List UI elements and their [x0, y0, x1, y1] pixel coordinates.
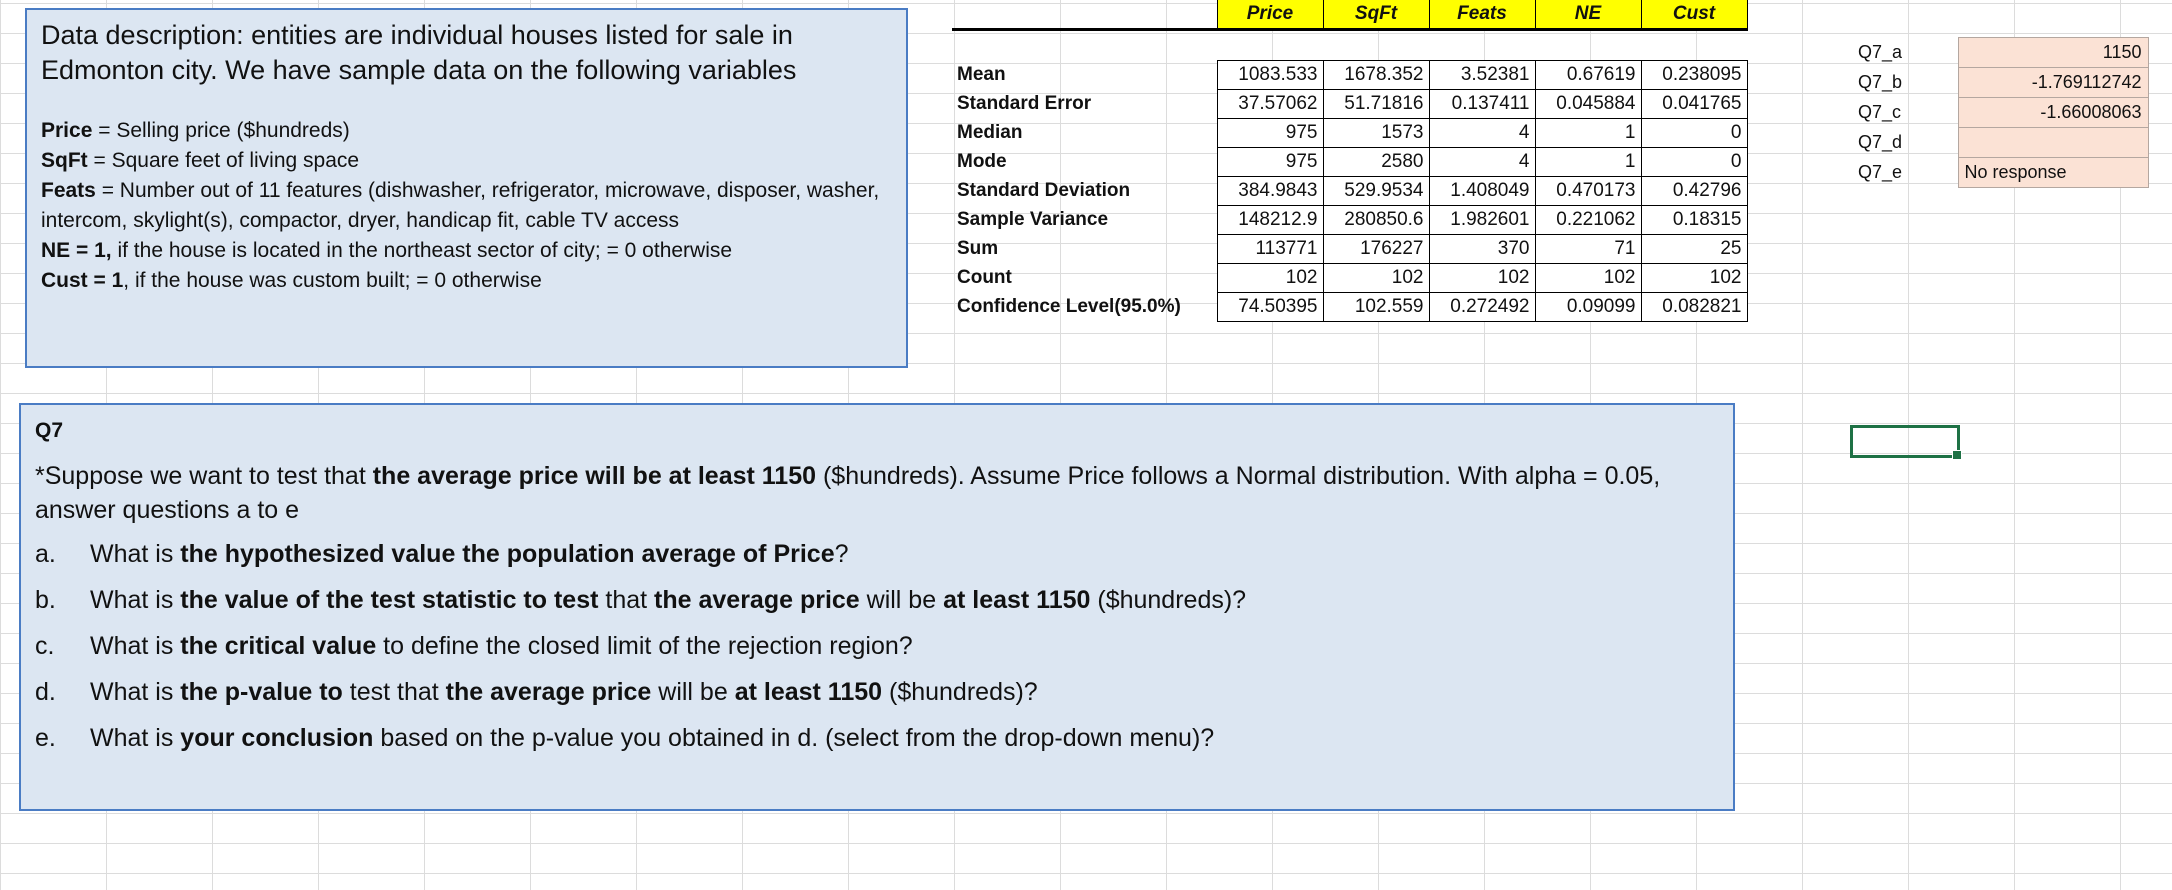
stats-row: [952, 89, 1747, 118]
stats-value-cell[interactable]: 1.982601: [1429, 205, 1535, 234]
variable-name: NE = 1,: [41, 239, 112, 262]
answer-value-cell[interactable]: No response: [1958, 158, 2148, 188]
answer-row: [1850, 38, 2148, 68]
header-feats[interactable]: Feats: [1429, 0, 1535, 29]
stats-value-cell[interactable]: 2580: [1323, 147, 1429, 176]
stats-value-cell[interactable]: 0.041765: [1641, 89, 1747, 118]
stats-row-label[interactable]: Mean: [957, 63, 1006, 85]
variable-name: Price: [41, 119, 93, 142]
answer-key[interactable]: Q7_b: [1858, 72, 1903, 92]
stats-value-cell[interactable]: 0.272492: [1429, 292, 1535, 321]
stats-value-cell[interactable]: 280850.6: [1323, 205, 1429, 234]
stats-value-cell[interactable]: 102.559: [1323, 292, 1429, 321]
answer-value-cell[interactable]: 1150: [1958, 38, 2148, 68]
variable-separator: =: [95, 179, 120, 202]
stats-value-cell[interactable]: 0: [1641, 147, 1747, 176]
data-description-textbox[interactable]: [25, 8, 908, 368]
question-textbox[interactable]: [19, 403, 1735, 811]
stats-value-cell[interactable]: 176227: [1323, 234, 1429, 263]
stats-row-label[interactable]: Sample Variance: [957, 208, 1109, 230]
stats-value-cell[interactable]: 102: [1429, 263, 1535, 292]
question-item: [35, 721, 1719, 755]
stats-value-cell[interactable]: 0: [1641, 118, 1747, 147]
answer-row: [1850, 68, 2148, 98]
stats-value-cell[interactable]: 0.42796: [1641, 176, 1747, 205]
text-span: ($hundreds)?: [1090, 586, 1247, 614]
header-ne[interactable]: NE: [1535, 0, 1641, 29]
stats-value-cell[interactable]: 148212.9: [1217, 205, 1323, 234]
variable-definition: [41, 266, 892, 296]
stats-value-cell[interactable]: 0.045884: [1535, 89, 1641, 118]
variable-text: Selling price ($hundreds): [116, 119, 350, 142]
question-item: [35, 537, 1719, 571]
variable-definition: [41, 116, 892, 146]
question-item-letter: a.: [35, 540, 56, 568]
bold-text: at least 1150: [943, 586, 1091, 614]
variable-definition: [41, 236, 892, 266]
stats-value-cell[interactable]: 0.137411: [1429, 89, 1535, 118]
empty-cell[interactable]: [1217, 29, 1323, 60]
text-span: ?: [834, 540, 849, 568]
stats-row-label[interactable]: Count: [957, 266, 1012, 288]
answer-row: [1850, 158, 2148, 188]
text-span: What is: [90, 678, 181, 706]
header-corner-cell[interactable]: [952, 0, 1217, 29]
stats-row-label[interactable]: Confidence Level(95.0%): [957, 295, 1181, 317]
stats-value-cell[interactable]: 102: [1323, 263, 1429, 292]
stats-value-cell[interactable]: 0.67619: [1535, 60, 1641, 89]
text-span: based on the p-value you obtained in d. (select from the drop-down menu)?: [373, 724, 1215, 752]
answer-key[interactable]: Q7_c: [1858, 102, 1902, 122]
question-prompt: [35, 459, 1719, 527]
question-item-text: [90, 537, 849, 571]
stats-value-cell[interactable]: 113771: [1217, 234, 1323, 263]
stats-value-cell[interactable]: 975: [1217, 147, 1323, 176]
answer-row: [1850, 128, 2148, 158]
spacer-row: [952, 29, 1747, 60]
stats-row: [952, 263, 1747, 292]
variable-name: Cust = 1: [41, 269, 124, 292]
stats-value-cell[interactable]: 0.238095: [1641, 60, 1747, 89]
variable-text: if the house is located in the northeast sector of city; = 0 otherwise: [117, 239, 733, 262]
question-item: [35, 629, 1719, 663]
bold-text: the average price: [445, 678, 652, 706]
text-span: ($hundreds). Assume Price follows a Normal distribution. With alpha = 0.05, answer questions a to e: [35, 462, 1661, 524]
variable-definition: [41, 176, 892, 236]
stats-value-cell[interactable]: 51.71816: [1323, 89, 1429, 118]
variable-separator: =: [92, 119, 117, 142]
variable-separator: ,: [123, 269, 135, 292]
variable-separator: =: [87, 149, 112, 172]
variable-name: SqFt: [41, 149, 88, 172]
text-span: ($hundreds)?: [882, 678, 1038, 706]
bold-text: the average price: [654, 586, 860, 614]
stats-row: [952, 147, 1747, 176]
stats-value-cell[interactable]: 102: [1535, 263, 1641, 292]
stats-row: [952, 60, 1747, 89]
header-cust[interactable]: Cust: [1641, 0, 1747, 29]
question-title: Q7: [35, 419, 64, 442]
empty-cell[interactable]: [1323, 29, 1429, 60]
variable-text: Number out of 11 features (dishwasher, refrigerator, microwave, disposer, washer, intercom, skylight(s), compactor, dryer, handicap fit, cable TV access: [41, 179, 880, 232]
question-item-text: [90, 629, 913, 663]
answer-value-cell[interactable]: -1.769112742: [1958, 68, 2148, 98]
stats-row-label[interactable]: Standard Deviation: [957, 179, 1131, 201]
stats-value-cell[interactable]: 975: [1217, 118, 1323, 147]
variable-text: if the house was custom built; = 0 otherwise: [134, 269, 542, 292]
stats-value-cell[interactable]: 3.52381: [1429, 60, 1535, 89]
variable-text: Square feet of living space: [111, 149, 360, 172]
question-item: [35, 675, 1719, 709]
stats-row: [952, 292, 1747, 321]
stats-value-cell[interactable]: 25: [1641, 234, 1747, 263]
empty-cell[interactable]: [1535, 29, 1641, 60]
stats-row-label[interactable]: Sum: [957, 237, 999, 259]
stats-value-cell[interactable]: 0.18315: [1641, 205, 1747, 234]
stats-value-cell[interactable]: 1: [1535, 118, 1641, 147]
text-span: will be: [651, 678, 735, 706]
stats-value-cell[interactable]: 1: [1535, 147, 1641, 176]
stats-row-label[interactable]: Median: [957, 121, 1023, 143]
stats-value-cell[interactable]: 102: [1641, 263, 1747, 292]
header-sqft[interactable]: SqFt: [1323, 0, 1429, 29]
stats-value-cell[interactable]: 37.57062: [1217, 89, 1323, 118]
fill-handle[interactable]: [1952, 450, 1962, 460]
stats-row: [952, 205, 1747, 234]
question-item-letter: d.: [35, 678, 56, 706]
question-item-letter: c.: [35, 632, 55, 660]
bold-text: the average price will be at least 1150: [372, 462, 817, 490]
stats-row: [952, 118, 1747, 147]
stats-value-cell[interactable]: 0.470173: [1535, 176, 1641, 205]
stats-value-cell[interactable]: 4: [1429, 118, 1535, 147]
answer-value-cell[interactable]: [1958, 128, 2148, 158]
stats-value-cell[interactable]: 1083.533: [1217, 60, 1323, 89]
bold-text: the hypothesized value the population average of Price: [180, 540, 835, 568]
stats-value-cell[interactable]: 1678.352: [1323, 60, 1429, 89]
answer-row: [1850, 98, 2148, 128]
stats-value-cell[interactable]: 370: [1429, 234, 1535, 263]
answer-key[interactable]: Q7_a: [1858, 42, 1903, 62]
text-span: What is: [90, 540, 181, 568]
question-item-text: [90, 583, 1246, 617]
empty-cell[interactable]: [952, 29, 1217, 60]
answer-key[interactable]: Q7_d: [1858, 132, 1903, 152]
description-intro: Data description: entities are individual houses listed for sale in Edmonton city. We have sample data on the following variables: [41, 20, 797, 85]
selected-cell-cursor[interactable]: [1850, 425, 1960, 458]
empty-cell[interactable]: [1641, 29, 1747, 60]
question-item-letter: e.: [35, 724, 56, 752]
question-items: [35, 537, 1719, 755]
variable-list: [41, 116, 892, 296]
variable-name: Feats: [41, 179, 96, 202]
stats-value-cell[interactable]: 0.09099: [1535, 292, 1641, 321]
text-span: to define the closed limit of the rejection region?: [376, 632, 913, 660]
stats-value-cell[interactable]: 0.221062: [1535, 205, 1641, 234]
stats-header-row: [952, 0, 1747, 29]
variable-definition: [41, 146, 892, 176]
header-price[interactable]: Price: [1217, 0, 1323, 29]
text-span: test that: [342, 678, 446, 706]
question-item-letter: b.: [35, 586, 56, 614]
stats-value-cell[interactable]: 102: [1217, 263, 1323, 292]
stats-value-cell[interactable]: 71: [1535, 234, 1641, 263]
stats-row-label[interactable]: Mode: [957, 150, 1007, 172]
text-span: that: [598, 586, 655, 614]
text-span: What is: [90, 586, 181, 614]
stats-row-label[interactable]: Standard Error: [957, 92, 1092, 114]
stats-value-cell[interactable]: 74.50395: [1217, 292, 1323, 321]
bold-text: the p-value to: [180, 678, 343, 706]
question-item-text: [90, 675, 1038, 709]
stats-value-cell[interactable]: 529.9534: [1323, 176, 1429, 205]
bold-text: your conclusion: [180, 724, 374, 752]
stats-row: [952, 234, 1747, 263]
question-item-text: [90, 721, 1214, 755]
question-item: [35, 583, 1719, 617]
answer-value-cell[interactable]: -1.66008063: [1958, 98, 2148, 128]
stats-value-cell[interactable]: 1.408049: [1429, 176, 1535, 205]
stats-value-cell[interactable]: 1573: [1323, 118, 1429, 147]
bold-text: the value of the test statistic to test: [180, 586, 599, 614]
stats-value-cell[interactable]: 4: [1429, 147, 1535, 176]
answer-key[interactable]: Q7_e: [1858, 162, 1903, 182]
stats-value-cell[interactable]: 384.9843: [1217, 176, 1323, 205]
stats-value-cell[interactable]: 0.082821: [1641, 292, 1747, 321]
text-span: will be: [859, 586, 944, 614]
empty-cell[interactable]: [1429, 29, 1535, 60]
text-span: *Suppose we want to test that: [35, 462, 373, 490]
bold-text: at least 1150: [734, 678, 883, 706]
descriptive-stats-table: [952, 0, 1748, 322]
stats-row: [952, 176, 1747, 205]
text-span: What is: [90, 632, 181, 660]
text-span: What is: [90, 724, 181, 752]
answer-cells: [1850, 37, 2149, 188]
bold-text: the critical value: [180, 632, 377, 660]
